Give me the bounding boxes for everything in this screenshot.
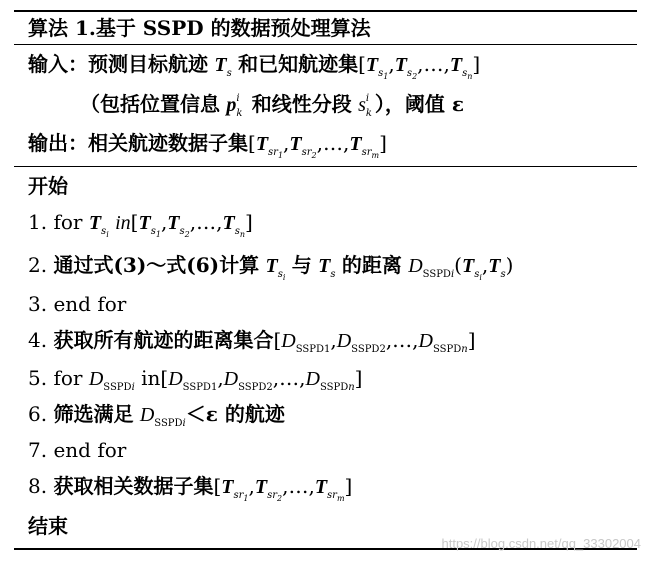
step-8: 8. 获取相关数据子集$[T_{sr_1},T_{sr_2},\dots,T_{sr_m}]$	[28, 474, 353, 503]
step-4: 4. 获取所有航迹的距离集合$[D_{SSPD1},D_{SSPD2},\dots,D_{SSPDn}]$	[28, 328, 476, 355]
header-rule	[14, 166, 637, 167]
step-3: 3. end for	[28, 292, 127, 316]
step-2: 2. 通过式(3)～式(6)计算 $T_{s_i}$ 与 $T_s$ 的距离 $D_{SSPDi}(T_{s_i},T_s)$	[28, 253, 514, 282]
input-continuation: （包括位置信息 p i k 和线性分段 s i k ），阈值 ε	[80, 92, 464, 119]
step-6: 6. 筛选满足 $D_{SSPDi}<\varepsilon$ 的航迹	[28, 402, 285, 429]
algorithm-title: 算法 1.基于 SSPD 的数据预处理算法	[28, 16, 371, 40]
step-1: 1. for $T_{s_i}$ $in[T_{s_1},T_{s_2},\dots,T_{s_n}]$	[28, 210, 253, 239]
step-7: 7. end for	[28, 438, 127, 462]
title-rule	[14, 44, 637, 45]
input-label: 输入：	[28, 52, 88, 76]
step-5: 5. for $D_{SSPDi}$ $in[D_{SSPD1},D_{SSPD2},\dots,D_{SSPDn}]$	[28, 366, 363, 393]
begin-label: 开始	[28, 174, 68, 198]
watermark: https://blog.csdn.net/qq_33302004	[441, 536, 641, 551]
output-label: 输出：	[28, 131, 88, 155]
output-line: 输出：相关航迹数据子集$[T_{sr_1},T_{sr_2},\dots,T_{sr_m}]$	[28, 131, 387, 160]
end-label: 结束	[28, 514, 68, 538]
input-line: 输入：预测目标航迹 $T_s$ 和已知航迹集$[T_{s_1},T_{s_2},\dots,T_{s_n}]$	[28, 52, 481, 81]
top-rule	[14, 10, 637, 12]
output-text: 相关航迹数据子集	[88, 131, 248, 155]
input-text: 预测目标航迹	[88, 52, 208, 76]
